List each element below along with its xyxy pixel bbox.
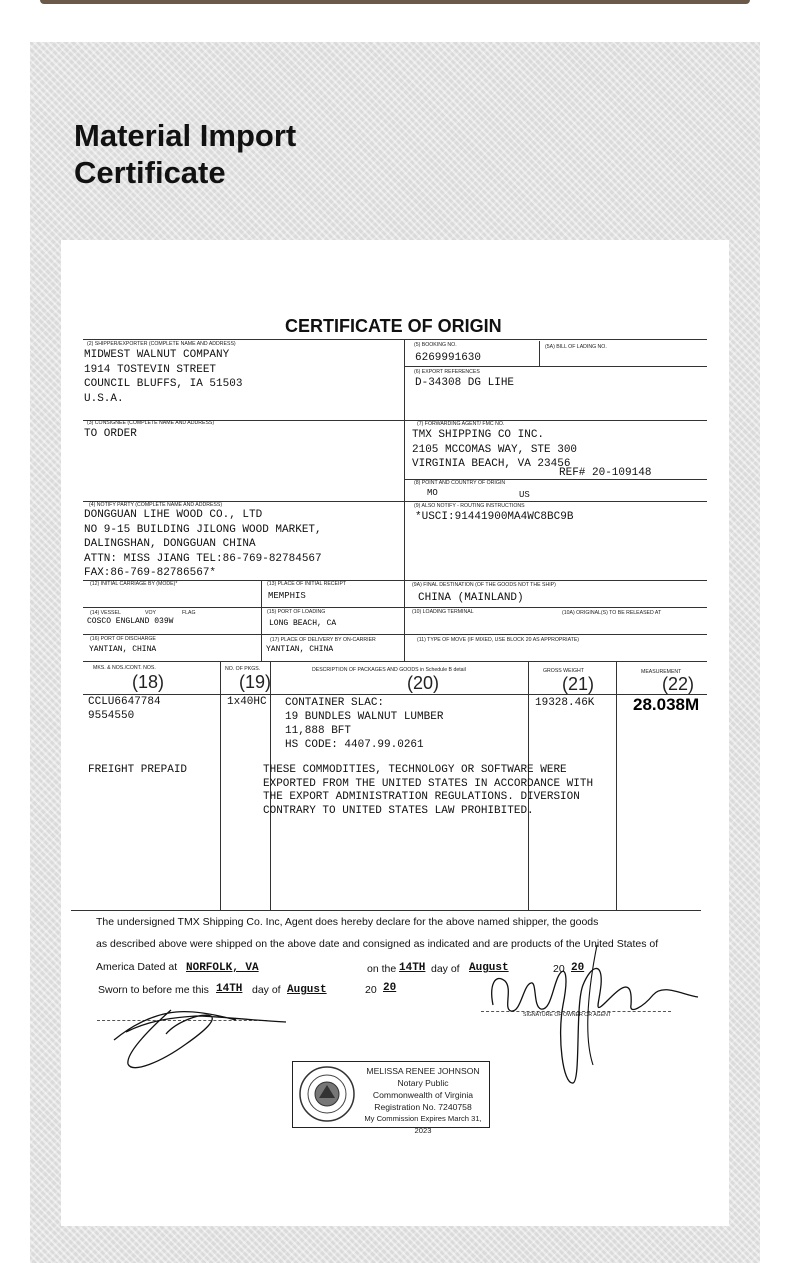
- port-loading-label: (15) PORT OF LOADING: [267, 609, 326, 615]
- declaration-line-1: The undersigned TMX Shipping Co. Inc, Agent does hereby declare for the above named shipper, the goods: [96, 916, 599, 928]
- desc-line: CONTAINER SLAC:: [285, 697, 385, 709]
- port-discharge-value: YANTIAN, CHINA: [89, 645, 157, 654]
- flag-label: FLAG: [182, 610, 196, 616]
- notify-label: (4) NOTIFY PARTY (COMPLETE NAME AND ADDRESS): [89, 502, 223, 508]
- day-value: 14TH: [399, 962, 426, 974]
- notary-signature: [106, 992, 306, 1072]
- year-value: 20: [571, 962, 585, 974]
- marks-num: (18): [132, 672, 165, 692]
- forwarding-line: TMX SHIPPING CO INC.: [412, 429, 545, 441]
- notice-line: CONTRARY TO UNITED STATES LAW PROHIBITED.: [263, 804, 534, 817]
- notify-line: NO 9-15 BUILDING JILONG WOOD MARKET,: [84, 523, 322, 536]
- forwarding-line: 2105 MCCOMAS WAY, STE 300: [412, 443, 578, 456]
- place-receipt-label: (13) PLACE OF INITIAL RECEIPT: [267, 581, 347, 587]
- signature-label: SIGNATURE OF OWNER OR AGENT: [523, 1012, 612, 1018]
- shipper-label: (2) SHIPPER/EXPORTER (COMPLETE NAME AND ADDRESS): [87, 341, 236, 347]
- on-the-label: on the: [367, 963, 397, 975]
- also-notify-value: *USCI:91441900MA4WC8BC9B: [415, 511, 574, 523]
- month-value: August: [469, 962, 509, 974]
- notify-block: [84, 508, 322, 581]
- notice-line: THE EXPORT ADMINISTRATION REGULATIONS. DIVERSION: [263, 791, 580, 803]
- sworn-label: Sworn to before me this: [98, 984, 209, 996]
- also-notify-label: (9) ALSO NOTIFY - ROUTING INSTRUCTIONS: [414, 503, 525, 509]
- certificate-document: [61, 240, 729, 1226]
- vessel-label: (14) VESSEL: [90, 610, 121, 616]
- notary-name: MELISSA RENEE JOHNSON: [366, 1066, 480, 1076]
- port-discharge-label: (16) PORT OF DISCHARGE: [90, 636, 156, 642]
- rule: [404, 366, 707, 367]
- loading-terminal-label: (10) LOADING TERMINAL: [412, 609, 474, 615]
- agent-signature: [483, 945, 703, 1095]
- port-loading-value: LONG BEACH, CA: [269, 619, 337, 628]
- heading-line-2: Certificate: [74, 155, 226, 190]
- vessel-value: COSCO ENGLAND 039W: [87, 617, 174, 626]
- sworn-year: 20: [383, 982, 397, 994]
- voy-label: VOY: [145, 610, 156, 616]
- notary-registration: Registration No. 7240758: [374, 1102, 472, 1112]
- notary-seal-icon: [297, 1065, 357, 1123]
- heading-line-1: Material Import: [74, 118, 297, 153]
- place-receipt-value: MEMPHIS: [268, 591, 306, 601]
- pkgs-value: 1x40HC: [227, 696, 267, 708]
- consignee-value: TO ORDER: [84, 428, 137, 440]
- rule: [83, 694, 707, 695]
- shipper-line: 1914 TOSTEVIN STREET: [84, 363, 217, 376]
- final-destination-value: CHINA (MAINLAND): [418, 592, 524, 604]
- forwarding-label: (7) FORWARDING AGENT/ FMC NO.: [417, 421, 505, 427]
- measurement-value: 28.038M: [633, 695, 700, 714]
- dated-place: NORFOLK, VA: [186, 962, 259, 974]
- marks-line: 9554550: [88, 710, 135, 722]
- desc-line: HS CODE: 4407.99.0261: [285, 739, 424, 751]
- day-of-label: day of: [431, 963, 460, 975]
- origin-state: MO: [427, 488, 438, 498]
- shipper-block: [84, 348, 242, 406]
- booking-label: (5) BOOKING NO.: [414, 342, 457, 348]
- page-heading: [74, 117, 394, 191]
- marks-line: CCLU6647784: [88, 696, 161, 708]
- desc-block: [285, 696, 443, 752]
- notary-state: Commonwealth of Virginia: [372, 1090, 474, 1100]
- rule: [616, 661, 617, 910]
- desc-line: 19 BUNDLES WALNUT LUMBER: [285, 711, 444, 723]
- rule: [539, 341, 540, 366]
- notify-line: DONGGUAN LIHE WOOD CO., LTD: [84, 509, 263, 521]
- place-delivery-label: (17) PLACE OF DELIVERY BY ON-CARRIER: [270, 637, 376, 643]
- desc-num: (20): [407, 673, 440, 693]
- booking-value: 6269991630: [415, 352, 482, 364]
- export-refs-label: (6) EXPORT REFERENCES: [414, 369, 480, 375]
- rule: [71, 910, 701, 911]
- forwarding-line: VIRGINIA BEACH, VA 23456: [412, 458, 571, 470]
- forwarding-block: [412, 428, 577, 472]
- rule: [404, 339, 405, 661]
- bill-of-lading-label: (5A) BILL OF LADING NO.: [545, 344, 607, 350]
- origin-country: US: [519, 490, 530, 500]
- forwarding-ref: REF# 20-109148: [559, 467, 652, 479]
- notify-line: ATTN: MISS JIANG TEL:86-769-82784567: [84, 552, 322, 565]
- sworn-day: 14TH: [216, 983, 243, 995]
- top-photo-edge: [40, 0, 750, 4]
- weight-num: (21): [562, 674, 595, 694]
- notify-line: FAX:86-769-82786567*: [84, 567, 217, 579]
- sworn-month: August: [287, 984, 327, 996]
- pkgs-num: (19): [239, 672, 272, 692]
- desc-line: 11,888 BFT: [285, 725, 352, 737]
- rule: [261, 580, 262, 661]
- freight-value: FREIGHT PREPAID: [88, 764, 188, 776]
- shipper-line: COUNCIL BLUFFS, IA 51503: [84, 378, 243, 390]
- notary-stamp: [292, 1061, 490, 1135]
- origin-label: (8) POINT AND COUNTRY OF ORIGIN: [414, 480, 506, 486]
- export-refs-value: D-34308 DG LIHE: [415, 377, 515, 389]
- notice-line: EXPORTED FROM THE UNITED STATES IN ACCORDANCE WITH: [263, 777, 594, 790]
- rule: [83, 661, 707, 662]
- marks-block: [88, 695, 161, 723]
- rule: [83, 339, 707, 340]
- notary-text: [359, 1065, 487, 1137]
- export-notice: [263, 764, 593, 818]
- rule: [83, 634, 707, 635]
- pkgs-label: NO. OF PKGS.: [225, 666, 261, 672]
- notary-title: Notary Public: [397, 1078, 449, 1088]
- weight-label: GROSS WEIGHT: [543, 668, 584, 674]
- notary-expiration: My Commission Expires March 31, 2023: [364, 1114, 482, 1135]
- dated-label: America Dated at: [96, 961, 178, 973]
- desc-label: DESCRIPTION OF PACKAGES AND GOODS in Schedule B detail: [312, 667, 466, 673]
- marks-label: MKS. & NOS./CONT. NOS.: [93, 665, 156, 671]
- weight-value: 19328.46K: [535, 697, 595, 709]
- consignee-label: (3) CONSIGNEE (COMPLETE NAME AND ADDRESS): [87, 420, 215, 426]
- certificate-title: CERTIFICATE OF ORIGIN: [285, 316, 502, 336]
- rule: [83, 607, 707, 608]
- notice-line: THESE COMMODITIES, TECHNOLOGY OR SOFTWARE WERE: [263, 764, 567, 776]
- place-delivery-value: YANTIAN, CHINA: [266, 645, 334, 654]
- type-move-label: (11) TYPE OF MOVE (IF MIXED, USE BLOCK 20 AS APPROPRIATE): [417, 637, 580, 643]
- declaration-line-2: as described above were shipped on the above date and consigned as indicated and are products of the United States of: [96, 938, 659, 950]
- initial-carriage-label: (12) INITIAL CARRIAGE BY (MODE)*: [90, 581, 178, 587]
- notify-line: DALINGSHAN, DONGGUAN CHINA: [84, 538, 256, 550]
- shipper-line: U.S.A.: [84, 392, 124, 405]
- originals-label: (10A) ORIGINAL(S) TO BE RELEASED AT: [562, 610, 662, 616]
- measure-label: MEASUREMENT: [641, 669, 682, 675]
- measure-num: (22): [662, 674, 695, 694]
- rule: [220, 661, 221, 910]
- year-prefix: 20: [553, 963, 565, 975]
- sworn-day-of: day of: [252, 984, 281, 996]
- shipper-line: MIDWEST WALNUT COMPANY: [84, 349, 230, 361]
- final-destination-label: (9A) FINAL DESTINATION (OF THE GOODS NOT THE SHIP): [412, 582, 556, 588]
- sworn-year-prefix: 20: [365, 984, 377, 996]
